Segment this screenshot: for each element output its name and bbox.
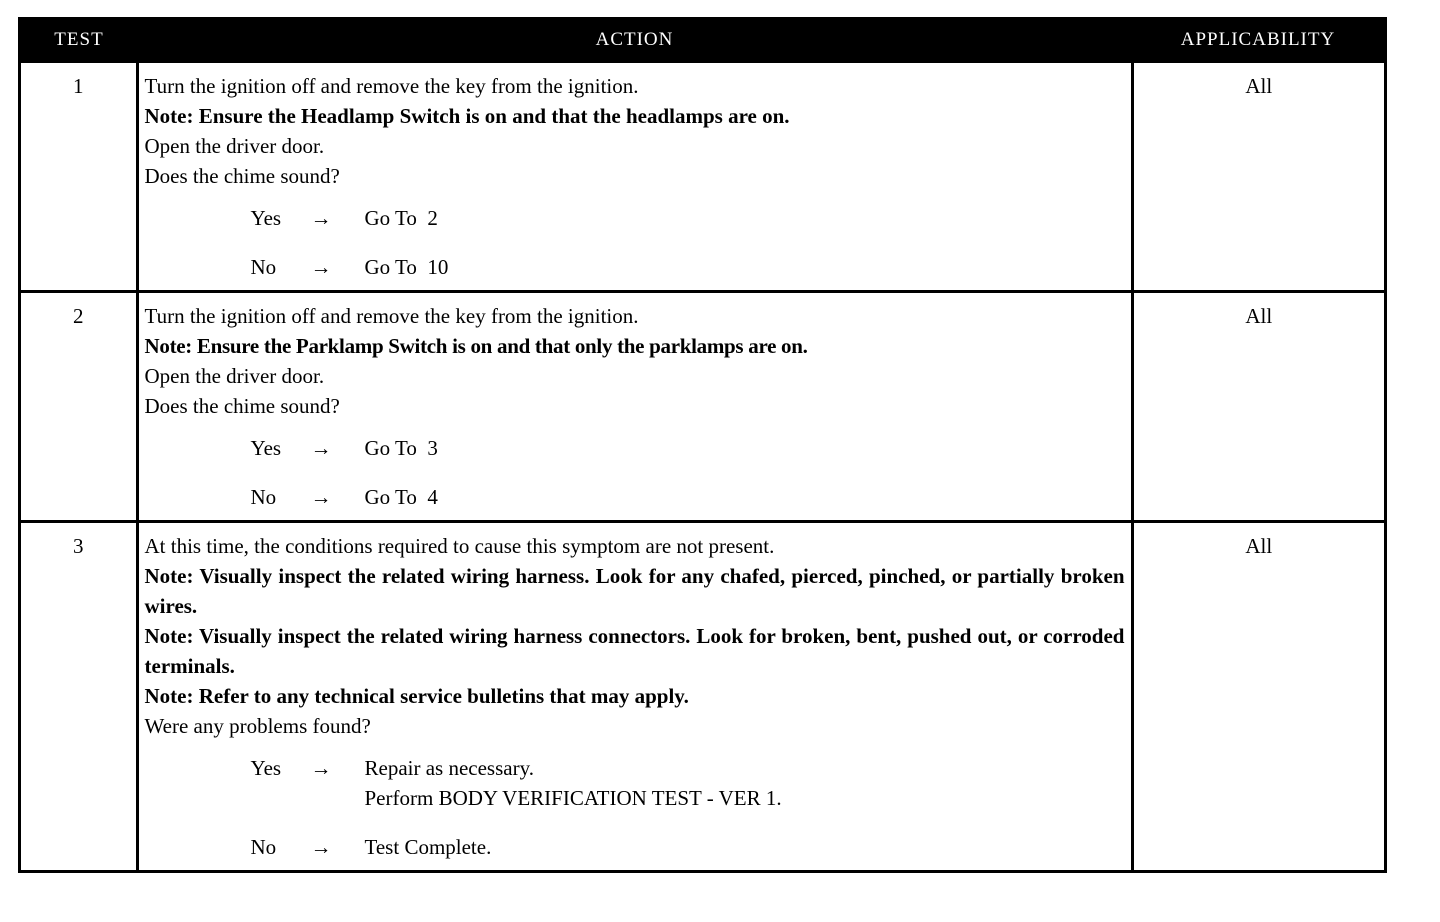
arrow-icon: → [310, 835, 332, 859]
arrow-icon: → [310, 485, 332, 509]
table-row [20, 522, 1386, 872]
arrow-icon: → [310, 436, 332, 460]
question-line: Does the chime sound? [144, 394, 340, 418]
arrow-icon: → [310, 255, 332, 279]
action-line: At this time, the conditions required to cause this symptom are not present. [144, 534, 775, 558]
outcome-no [251, 252, 1125, 282]
note-line: Note: Visually inspect the related wiring harness connectors. Look for broken, bent, pushed out, or corroded terminals. [144, 624, 1125, 678]
test-number: 3 [20, 522, 138, 872]
applicability: All [1132, 292, 1386, 522]
action-line: Open the driver door. [144, 134, 325, 158]
header-applicability: APPLICABILITY [1132, 19, 1386, 62]
action-line: Turn the ignition off and remove the key from the ignition. [144, 304, 639, 328]
outcome-yes [251, 433, 1125, 463]
note-line: Note: Refer to any technical service bulletins that may apply. [144, 684, 689, 708]
applicability: All [1132, 62, 1386, 292]
action-line: Open the driver door. [144, 364, 325, 388]
outcome-text: Go To 10 [364, 255, 449, 279]
outcome-label: Yes [250, 206, 282, 230]
outcome-yes [251, 203, 1125, 233]
arrow-icon: → [310, 206, 332, 230]
action-cell [137, 62, 1132, 292]
outcome-text: Go To 3 [364, 436, 438, 460]
action-line: Turn the ignition off and remove the key from the ignition. [144, 74, 639, 98]
table-row [20, 62, 1386, 292]
outcome-yes [251, 753, 1125, 813]
note-line: Note: Ensure the Headlamp Switch is on and that the headlamps are on. [144, 104, 790, 128]
note-line: Note: Visually inspect the related wiring harness. Look for any chafed, pierced, pinched, or partially broken wires. [144, 564, 1125, 618]
outcome-text: Go To 2 [364, 206, 438, 230]
question-line: Were any problems found? [144, 714, 371, 738]
outcome-label: Yes [250, 436, 282, 460]
applicability: All [1132, 522, 1386, 872]
outcome-label: No [250, 255, 277, 279]
note-line: Note: Ensure the Parklamp Switch is on and that only the parklamps are on. [144, 334, 808, 358]
test-number: 2 [20, 292, 138, 522]
arrow-icon: → [310, 756, 332, 780]
question-line: Does the chime sound? [144, 164, 340, 188]
action-cell [137, 522, 1132, 872]
outcome-text: Repair as necessary. [364, 756, 534, 780]
header-test: TEST [20, 19, 138, 62]
outcome-text: Go To 4 [364, 485, 438, 509]
outcome-label: No [250, 835, 277, 859]
outcome-label: Yes [250, 756, 282, 780]
outcome-no [251, 832, 1125, 862]
outcome-text: Test Complete. [364, 835, 492, 859]
action-cell [137, 292, 1132, 522]
header-action: ACTION [137, 19, 1132, 62]
outcome-label: No [250, 485, 277, 509]
table-row [20, 292, 1386, 522]
outcome-text-2: Perform BODY VERIFICATION TEST - VER 1. [364, 786, 782, 810]
test-number: 1 [20, 62, 138, 292]
diagnostic-test-table [18, 17, 1387, 873]
outcome-no [251, 482, 1125, 512]
